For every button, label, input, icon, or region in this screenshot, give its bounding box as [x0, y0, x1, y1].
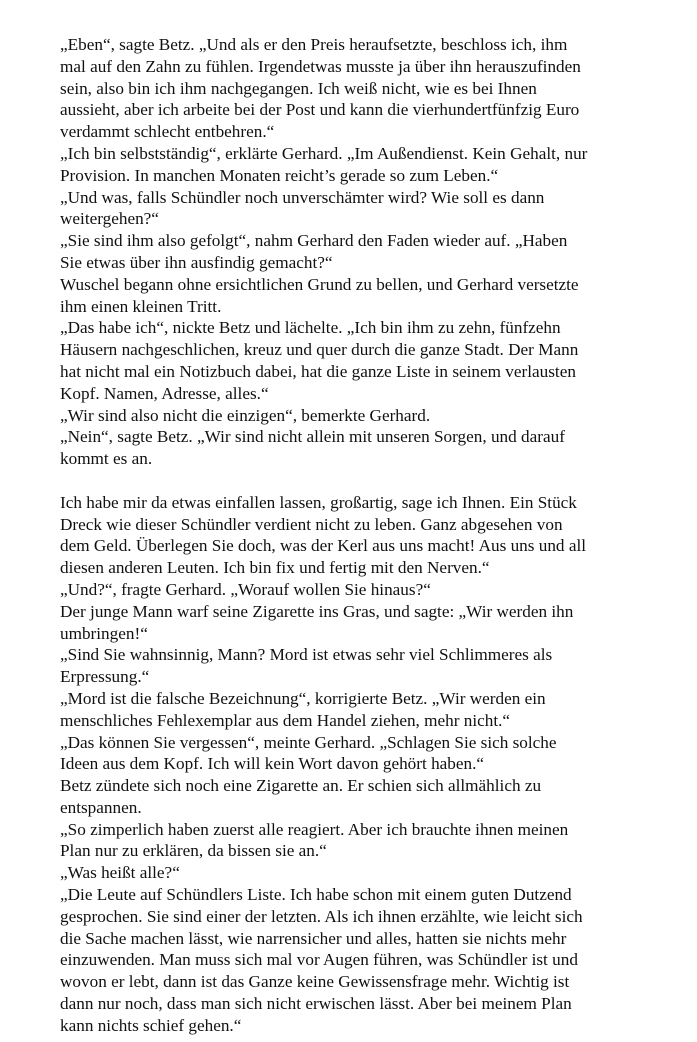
text-line: Ich habe mir da etwas einfallen lassen, großartig, sage ich Ihnen. Ein Stück — [60, 492, 577, 512]
text-line: Erpressung.“ — [60, 667, 150, 687]
text-line: „Sie sind ihm also gefolgt“, nahm Gerhard den Faden wieder auf. „Haben — [60, 231, 568, 251]
text-line: einzuwenden. Man muss sich mal vor Augen führen, was Schündler ist und — [60, 950, 578, 970]
text-line: „So zimperlich haben zuerst alle reagiert. Aber ich brauchte ihnen meinen — [60, 819, 569, 839]
text-line: „Was heißt alle?“ — [60, 863, 180, 883]
text-line: sein, also bin ich ihm nachgegangen. Ich weiß nicht, wie es bei Ihnen — [60, 78, 537, 98]
text-line: ihm einen kleinen Tritt. — [60, 296, 222, 316]
text-line: „Und was, falls Schündler noch unverschämter wird? Wie soll es dann — [60, 187, 545, 207]
text-line: „Das habe ich“, nickte Betz und lächelte. „Ich bin ihm zu zehn, fünfzehn — [60, 318, 561, 338]
text-line: „Und?“, fragte Gerhard. „Worauf wollen Sie hinaus?“ — [60, 579, 431, 599]
text-line: Kopf. Namen, Adresse, alles.“ — [60, 383, 269, 403]
text-line: aussieht, aber ich arbeite bei der Post und kann die vierhundertfünfzig Euro — [60, 100, 580, 120]
text-line: „Eben“, sagte Betz. „Und als er den Preis heraufsetzte, beschloss ich, ihm — [60, 35, 568, 54]
text-line: „Wir sind also nicht die einzigen“, bemerkte Gerhard. — [60, 405, 431, 425]
text-line: Dreck wie dieser Schündler verdient nicht zu leben. Ganz abgesehen von — [60, 514, 563, 534]
text-line: „Sind Sie wahnsinnig, Mann? Mord ist etwas sehr viel Schlimmeres als — [60, 645, 553, 665]
text-line: mal auf den Zahn zu fühlen. Irgendetwas musste ja über ihn herauszufinden — [60, 56, 581, 76]
paragraph-gap — [60, 470, 680, 492]
text-line: kann nichts schief gehen.“ — [60, 1015, 242, 1035]
text-line: verdammt schlecht entbehren.“ — [60, 122, 275, 142]
text-line: diesen anderen Leuten. Ich bin fix und fertig mit den Nerven.“ — [60, 558, 490, 578]
text-line: Ideen aus dem Kopf. Ich will kein Wort davon gehört haben.“ — [60, 754, 485, 774]
text-line: „Ich bin selbstständig“, erklärte Gerhard. „Im Außendienst. Kein Gehalt, nur — [60, 143, 588, 163]
text-line: hat nicht mal ein Notizbuch dabei, hat die ganze Liste in seinem verlausten — [60, 361, 576, 381]
text-line: Häusern nachgeschlichen, kreuz und quer durch die ganze Stadt. Der Mann — [60, 340, 579, 360]
text-line: „Die Leute auf Schündlers Liste. Ich habe schon mit einem guten Dutzend — [60, 885, 572, 905]
paragraph-block-1 — [60, 34, 680, 470]
text-line: Wuschel begann ohne ersichtlichen Grund zu bellen, und Gerhard versetzte — [60, 274, 579, 294]
text-line: Provision. In manchen Monaten reicht’s gerade so zum Leben.“ — [60, 165, 499, 185]
text-line: kommt es an. — [60, 449, 153, 469]
text-line: Der junge Mann warf seine Zigarette ins Gras, und sagte: „Wir werden ihn — [60, 601, 574, 621]
text-line: „Mord ist die falsche Bezeichnung“, korrigierte Betz. „Wir werden ein — [60, 688, 546, 708]
text-line: dem Geld. Überlegen Sie doch, was der Kerl aus uns macht! Aus uns und all — [60, 536, 587, 556]
paragraph-block-2 — [60, 492, 680, 1037]
text-line: dann nur noch, dass man sich nicht erwischen lässt. Aber bei meinem Plan — [60, 994, 572, 1014]
text-line: „Nein“, sagte Betz. „Wir sind nicht allein mit unseren Sorgen, und darauf — [60, 427, 565, 447]
text-line: gesprochen. Sie sind einer der letzten. Als ich ihnen erzählte, wie leicht sich — [60, 906, 583, 926]
text-line: wovon er lebt, dann ist das Ganze keine Gewissensfrage mehr. Wichtig ist — [60, 972, 570, 992]
text-line: „Das können Sie vergessen“, meinte Gerhard. „Schlagen Sie sich solche — [60, 732, 557, 752]
document-page — [60, 34, 680, 1037]
text-line: entspannen. — [60, 797, 142, 817]
text-line: weitergehen?“ — [60, 209, 159, 229]
text-line: Betz zündete sich noch eine Zigarette an. Er schien sich allmählich zu — [60, 776, 542, 796]
text-line: umbringen!“ — [60, 623, 148, 643]
text-line: die Sache machen lässt, wie narrensicher und alles, hatten sie nichts mehr — [60, 928, 567, 948]
text-line: menschliches Fehlexemplar aus dem Handel ziehen, mehr nicht.“ — [60, 710, 511, 730]
text-line: Sie etwas über ihn ausfindig gemacht?“ — [60, 252, 333, 272]
text-line: Plan nur zu erklären, da bissen sie an.“ — [60, 841, 327, 861]
